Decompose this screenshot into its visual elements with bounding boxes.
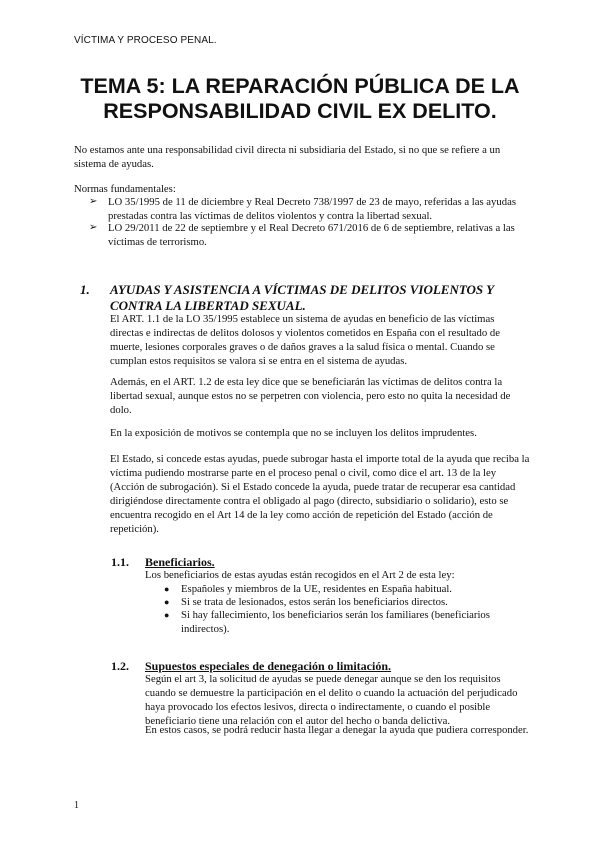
normas-item-text: LO 29/2011 de 22 de septiembre y el Real Decreto 671/2016 de 6 de septiembre, relativas a las víctimas de terrorismo. [108,222,515,248]
section-1-paragraph: En la exposición de motivos se contempla que no se incluyen los delitos imprudentes. [110,427,477,439]
bullet-dot-icon: ● [164,597,170,607]
bullet-dot-icon: ● [164,610,170,620]
arrow-bullet-icon: ➢ [89,196,98,207]
list-item [164,608,511,636]
section-1-2-number: 1.2. [111,659,129,673]
list-item [164,595,511,609]
normas-item [89,195,528,223]
list-item [164,582,511,596]
section-1-number: 1. [80,282,90,297]
section-1-paragraph: El Estado, si concede estas ayudas, puede subrogar hasta el importe total de la ayuda que reciba la víctima pudiendo mostrarse parte en el proceso penal o civil, como dice el art. 13 de la ley (Acción de subrogación). Si el Estado concede la ayuda, puede tratar de recuperar esa cantidad dirigiéndose directamente contra el obligado al pago (directo, subsidiario o solidario), esto se encuentra recogido en el Art 14 de la ley como acción de repetición del Estado (acción de repetición). [110,453,530,535]
page-number: 1 [74,800,79,811]
intro-paragraph: No estamos ante una responsabilidad civil directa ni subsidiaria del Estado, si no que se refiere a un sistema de ayudas. [74,144,501,170]
arrow-bullet-icon: ➢ [89,222,98,233]
section-1-paragraph: Además, en el ART. 1.2 de esta ley dice que se beneficiarán las víctimas de delitos contra la libertad sexual, aunque estos no se perpetren con violencia, pero esto no quita la necesidad de dolo. [110,376,511,416]
normas-label: Normas fundamentales: [74,183,176,195]
normas-item [89,221,528,249]
section-1-paragraph: El ART. 1.1 de la LO 35/1995 establece un sistema de ayudas en beneficio de las víctimas directas e indirectas de delitos dolosos y violentos cometidos en España con el resultado de muerte, lesiones corporales graves o de daños graves a la salud física o mental. Cuando se cumplan estos requisitos se valora si se entra en el sistema de ayudas. [110,313,500,367]
section-1-2-heading: Supuestos especiales de denegación o limitación. [145,659,392,673]
bullet-dot-icon: ● [164,584,170,594]
list-item-text: Si se trata de lesionados, estos serán los beneficiarios directos. [181,596,448,608]
section-1-2-paragraph: En estos casos, se podrá reducir hasta llegar a denegar la ayuda que pudiera corresponder. [145,724,529,736]
list-item-text: Españoles y miembros de la UE, residentes en España habitual. [181,583,452,595]
section-1-heading: AYUDAS Y ASISTENCIA A VÍCTIMAS DE DELITOS VIOLENTOS Y CONTRA LA LIBERTAD SEXUAL. [110,282,494,313]
section-1-1-intro: Los beneficiarios de estas ayudas están recogidos en el Art 2 de esta ley: [145,569,455,581]
section-1-1-number: 1.1. [111,555,129,569]
page-title: TEMA 5: LA REPARACIÓN PÚBLICA DE LA RESPONSABILIDAD CIVIL EX DELITO. [80,74,520,123]
normas-item-text: LO 35/1995 de 11 de diciembre y Real Decreto 738/1997 de 23 de mayo, referidas a las ayudas prestadas contra las víctimas de delitos violentos y contra la libertad sexual. [108,196,516,222]
section-1-1-heading: Beneficiarios. [145,555,215,569]
list-item-text: Si hay fallecimiento, los beneficiarios serán los familiares (beneficiarios indirectos). [181,609,490,635]
section-1-2-paragraph: Según el art 3, la solicitud de ayudas se puede denegar aunque se den los requisitos cuando se demuestre la participación en el delito o cuando la actuación del perjudicado haya provocado los efectos lesivos, directa o indirectamente, o cuando el posible beneficiario tiene una relación con el autor del hecho o banda delictiva. [145,673,518,727]
running-header: VÍCTIMA Y PROCESO PENAL. [74,35,217,46]
